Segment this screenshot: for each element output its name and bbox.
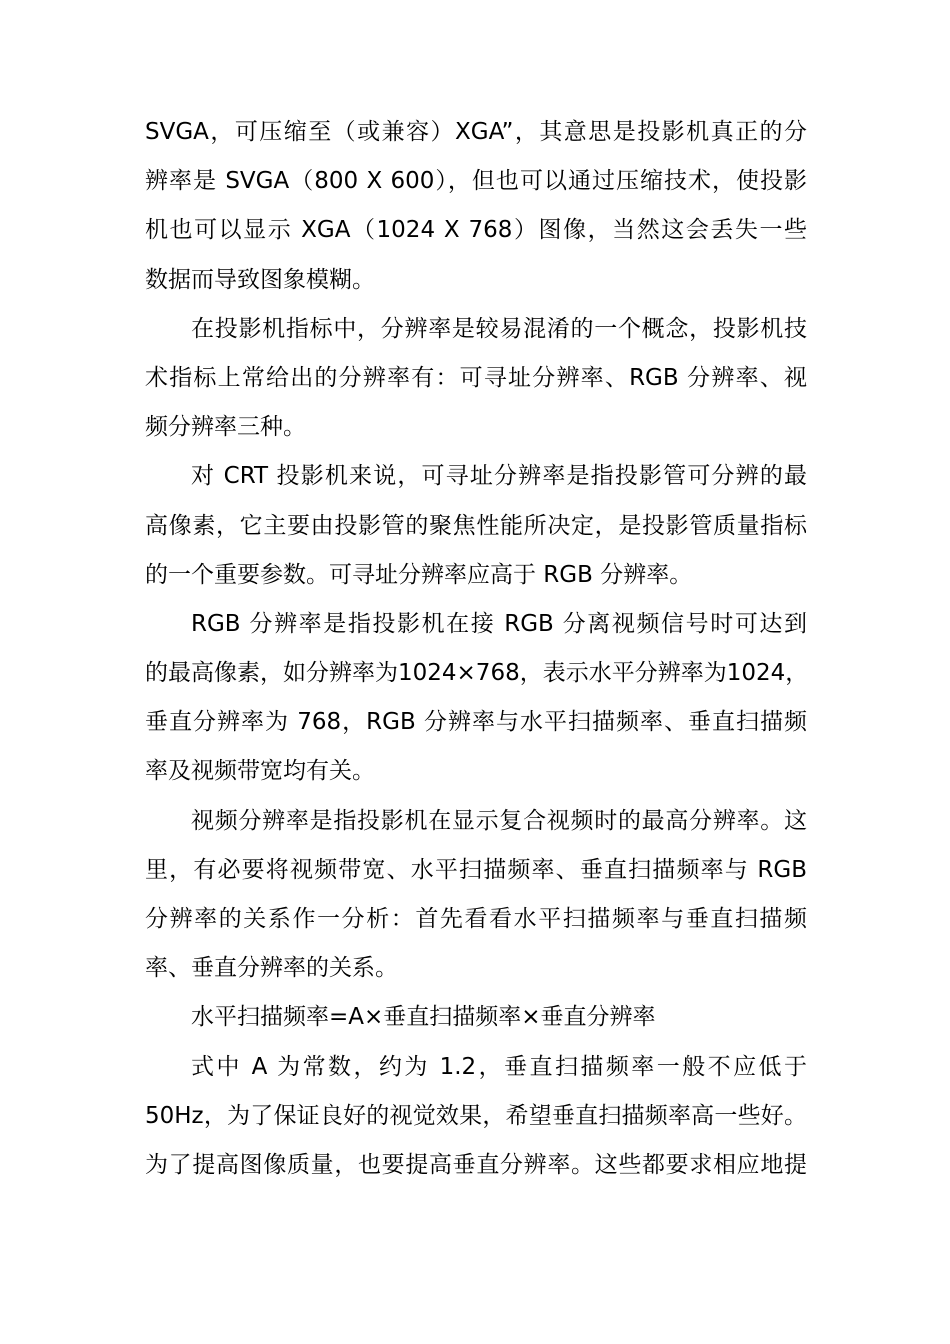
text-line: 对 CRT 投影机来说，可寻址分辨率是指投影管可分辨的最 xyxy=(191,463,807,490)
text-line: 辨率是 SVGA（800 X 600），但也可以通过压缩技术，使投影 xyxy=(145,168,807,195)
text-line: 的一个重要参数。可寻址分辨率应高于 RGB 分辨率。 xyxy=(145,561,693,588)
text-line: 频分辨率三种。 xyxy=(145,414,306,441)
text-line: 50Hz，为了保证良好的视觉效果，希望垂直扫描频率高一些好。 xyxy=(145,1102,807,1129)
body-text xyxy=(145,108,807,1190)
text-line: 高像素，它主要由投影管的聚焦性能所决定，是投影管质量指标 xyxy=(145,512,807,539)
text-line: 分辨率的关系作一分析：首先看看水平扫描频率与垂直扫描频 xyxy=(145,906,807,932)
text-line: 为了提高图像质量，也要提高垂直分辨率。这些都要求相应地提 xyxy=(145,1151,807,1178)
text-line: 率及视频带宽均有关。 xyxy=(145,758,375,785)
text-line: 术指标上常给出的分辨率有：可寻址分辨率、RGB 分辨率、视 xyxy=(145,364,807,391)
text-line: 视频分辨率是指投影机在显示复合视频时的最高分辨率。这 xyxy=(191,807,807,834)
text-line: 在投影机指标中，分辨率是较易混淆的一个概念，投影机技 xyxy=(191,315,807,342)
text-line: 的最高像素，如分辨率为1024×768，表示水平分辨率为1024， xyxy=(145,660,809,687)
text-line: 里，有必要将视频带宽、水平扫描频率、垂直扫描频率与 RGB xyxy=(145,856,807,883)
formula-line: 水平扫描频率=A×垂直扫描频率×垂直分辨率 xyxy=(191,1004,656,1031)
text-line: 机也可以显示 XGA（1024 X 768）图像，当然这会丢失一些 xyxy=(145,217,807,244)
text-line: 率、垂直分辨率的关系。 xyxy=(145,955,398,982)
text-line: SVGA，可压缩至（或兼容）XGA”，其意思是投影机真正的分 xyxy=(145,119,807,145)
text-line: RGB 分辨率是指投影机在接 RGB 分离视频信号时可达到 xyxy=(191,610,807,637)
text-line: 数据而导致图象模糊。 xyxy=(145,266,375,293)
text-line: 式中 A 为常数，约为 1.2，垂直扫描频率一般不应低于 xyxy=(191,1053,807,1080)
text-line: 垂直分辨率为 768，RGB 分辨率与水平扫描频率、垂直扫描频 xyxy=(145,709,807,736)
